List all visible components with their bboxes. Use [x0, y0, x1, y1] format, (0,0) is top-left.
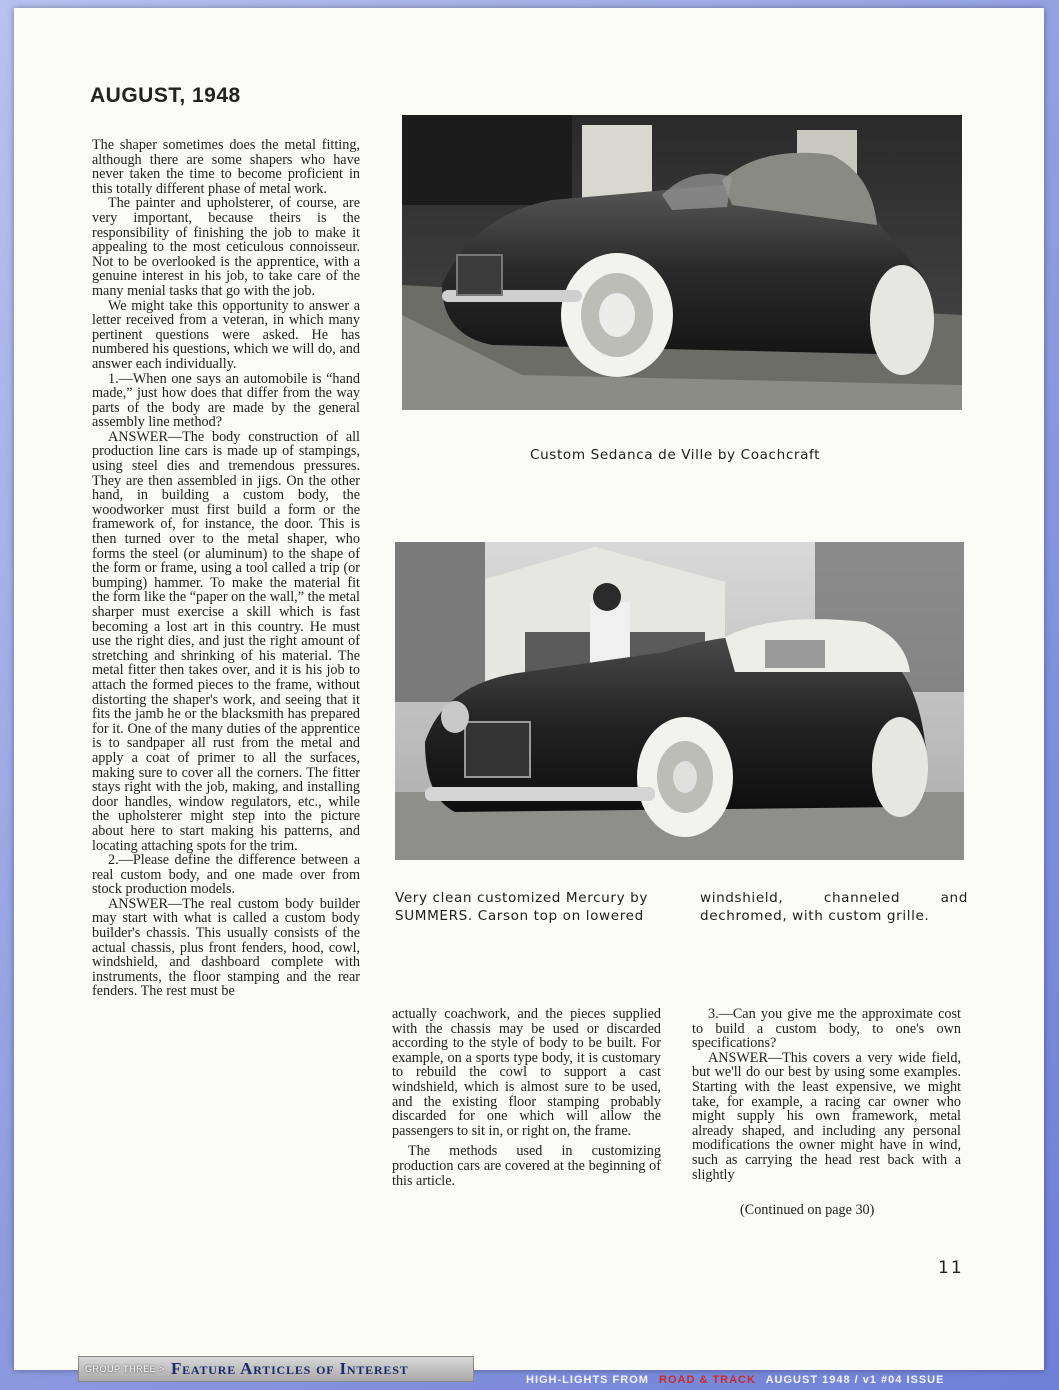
section-group-label: GROUP THREE > [85, 1364, 165, 1374]
section-title: Feature Articles of Interest [170, 1359, 409, 1378]
paragraph: The painter and upholsterer, of course, are very important, because theirs is the responsibility of finishing the job to make it appealing to the most ceticulous connoisseur. Not to be overlooked is the apprentice, with a genuine interest in his job, to take care of the many menial tasks that go with the job. [92, 195, 360, 299]
paragraph: 3.—Can you give me the approximate cost to build a custom body, to one's own specifications? [692, 1006, 961, 1052]
article-column-2 [392, 1007, 661, 1188]
photo-caption-1: Custom Sedanca de Ville by Coachcraft [530, 447, 821, 463]
paragraph: ANSWER—The real custom body builder may start with what is called a custom body builder's chassis. This usually consists of the actual chassis, plus front fenders, hood, cowl, windshield, and dashboard complete with instruments, the floor stamping and the rear fenders. The rest must be [92, 895, 360, 1000]
paragraph: ANSWER—The body construction of all production line cars is made up of stampings, using steel dies and tremendous pressures. They are then assembled in jigs. On the other hand, in building a custom body, the woodworker must first build a form or the framework of, for instance, the door. This is then turned over to the metal shaper, who forms the steel (or aluminum) to the shape of the form or frame, using a tool called a trip (or bumping) hammer. To make the material fit the form like the “paper on the wall,” the metal sharper must exercise a skill which is fast becoming a lost art in this country. He must use the right dies, and just the right amount of stretching and shrinking of his material. The metal fitter then takes over, and it is his job to attach the formed pieces to the frame, without distorting the shaper's work, and seeing that it fits the jamb he or the blacksmith has prepared for it. One of the many duties of the apprentice is to sandpaper all rust from the metal and apply a coat of primer to all the surfaces, making sure to cover all the corners. The fitter stays right with the job, making, and installing door handles, window regulators, etc., while the upholsterer might step into the picture about here to start making his patterns, and locating attaching spots for the trim. [92, 428, 360, 854]
page-heading: AUGUST, 1948 [90, 84, 241, 107]
photo-caption-2a: Very clean customized Mercury by SUMMERS. Carson top on lowered [395, 890, 649, 924]
section-banner [78, 1356, 474, 1382]
article-column-3 [692, 1007, 961, 1182]
paragraph: The methods used in customizing production cars are covered at the beginning of this article. [392, 1143, 661, 1189]
page-number: 11 [938, 1258, 964, 1278]
photo-customized-mercury [395, 542, 964, 860]
paragraph: The shaper sometimes does the metal fitting, although there are some shapers who have never taken the time to become proficient in this totally different phase of metal work. [92, 137, 360, 197]
paragraph: ANSWER—This covers a very wide field, but we'll do our best by using some examples. Starting with the least expensive, we might take, for example, a racing car owner who might supply his own framework, metal already shaped, and including any personal modifications the owner might have in wind, such as carrying the head rest back with a slightly [692, 1049, 961, 1183]
paragraph: 1.—When one says an automobile is “hand made,” just how does that differ from the way parts of the body are made by the general assembly line method? [92, 370, 360, 431]
photo-sedanca-de-ville [402, 115, 962, 410]
article-column-1 [92, 138, 360, 999]
footer-brand: ROAD & TRACK [659, 1374, 756, 1386]
paragraph: actually coachwork, and the pieces supplied with the chassis may be used or discarded according to the style of body to be built. For example, on a sports type body, it is customary to rebuild the cowl to support a cast windshield, which is almost sure to be used, and the existing floor stamping probably discarded for one which will allow the passengers to sit in, or right on, the frame. [392, 1006, 661, 1139]
paragraph: 2.—Please define the difference between a real custom body, and one made over from stock production models. [92, 852, 360, 898]
photo-caption-2b: windshield, channeled and dechromed, with custom grille. [700, 890, 968, 924]
footer-credit [526, 1374, 944, 1386]
footer-prefix: HIGH-LIGHTS FROM [526, 1374, 649, 1386]
footer-issue: AUGUST 1948 / v1 #04 ISSUE [765, 1374, 945, 1386]
paragraph: We might take this opportunity to answer a letter received from a veteran, in which many pertinent questions were asked. He has numbered his questions, which we will do, and answer each individually. [92, 297, 360, 372]
continued-note: (Continued on page 30) [740, 1202, 875, 1218]
